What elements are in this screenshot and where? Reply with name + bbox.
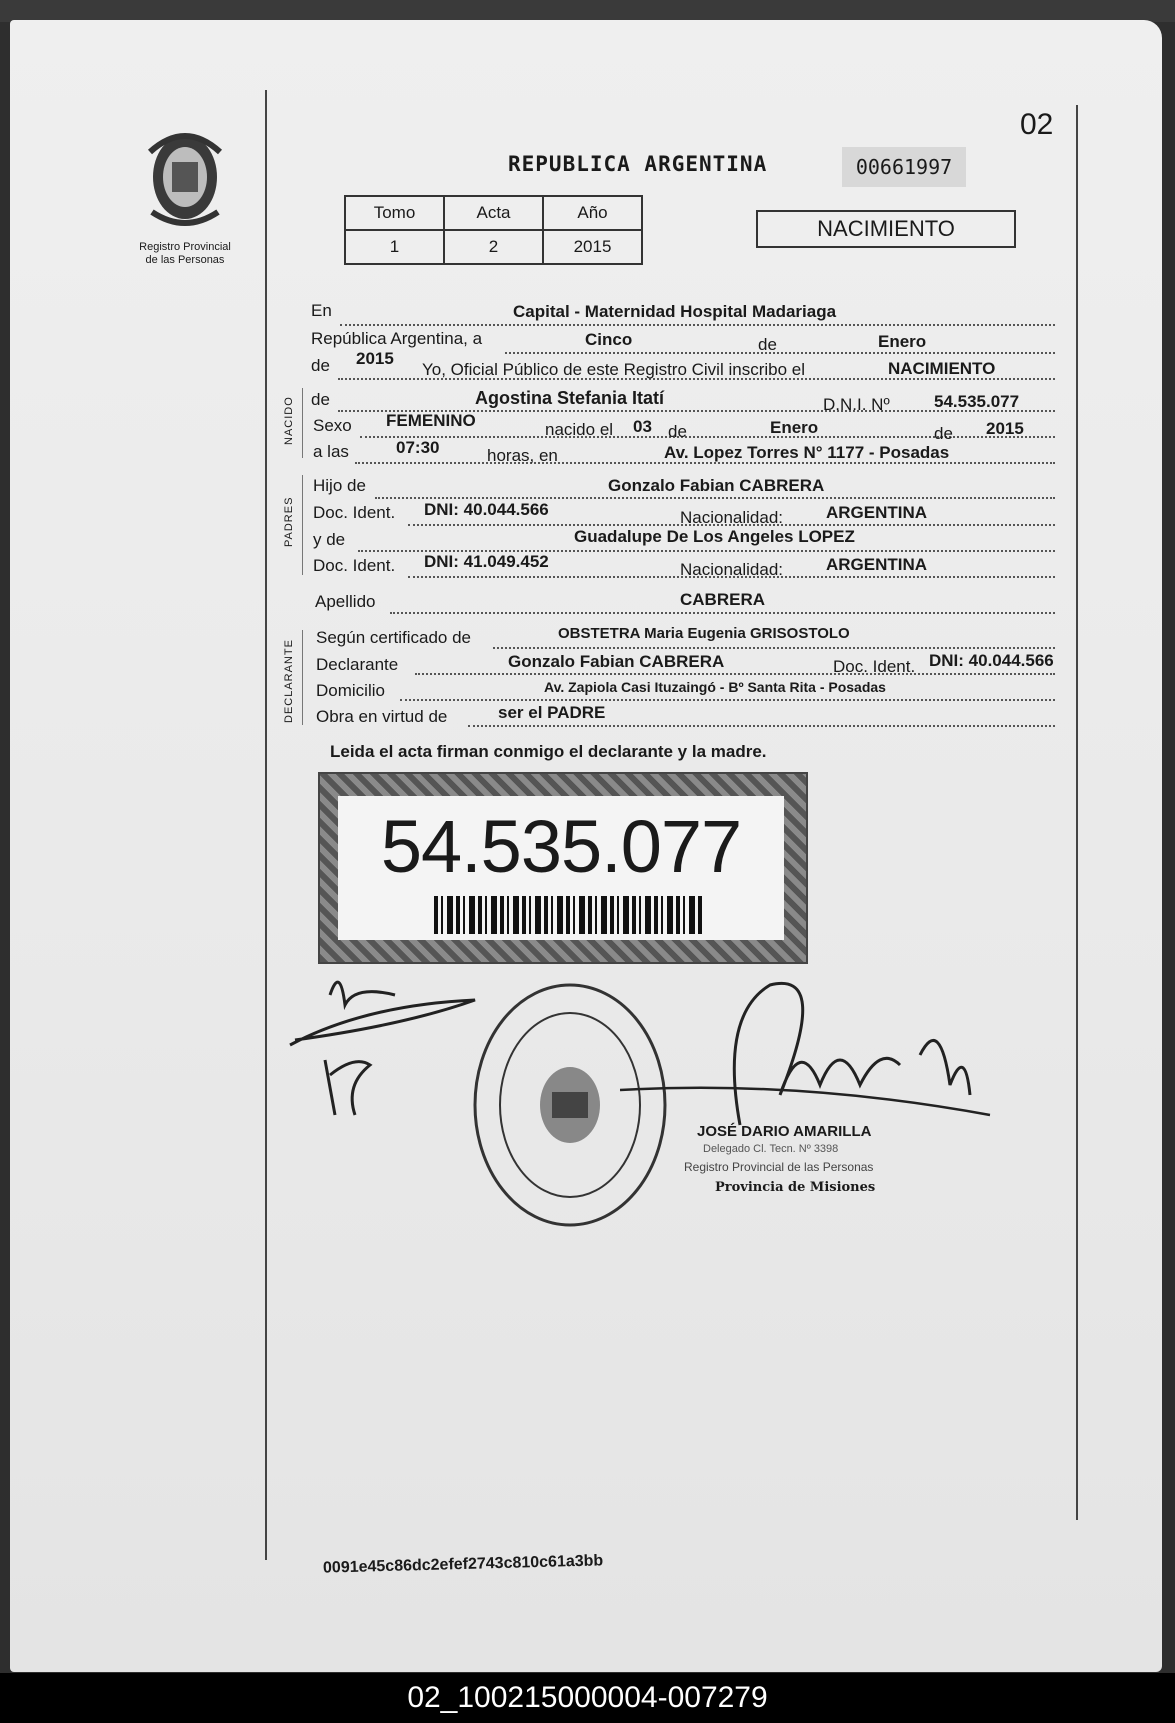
field-dni: 54.535.077	[934, 392, 1020, 411]
label-de: de	[311, 356, 330, 375]
label-declarante: Declarante	[316, 655, 399, 674]
field-madre-doc: DNI: 41.049.452	[424, 552, 549, 571]
field-domicilio: Av. Zapiola Casi Ituzaingó - Bº Santa Rita - Posadas	[544, 679, 886, 695]
registry-name: Registro Provincial de las Personas	[139, 241, 231, 266]
side-label-nacido: NACIDO	[283, 396, 295, 445]
barcode-icon	[434, 896, 704, 934]
dotted-line	[340, 324, 1055, 326]
label-doc-ident: Doc. Ident.	[313, 503, 396, 522]
label-en: En	[311, 301, 332, 320]
label-nacionalidad: Nacionalidad:	[680, 508, 784, 527]
page-number: 02	[1020, 108, 1054, 141]
label-sexo: Sexo	[313, 416, 352, 435]
serial-number: 00661997	[842, 147, 966, 187]
tomo-acta-table	[344, 195, 643, 265]
field-padre-nac: ARGENTINA	[826, 503, 928, 522]
label-nacido-el: nacido el	[545, 420, 614, 439]
footer-filename: 02_100215000004-007279	[0, 1673, 1175, 1723]
label-de: de	[668, 422, 687, 441]
official-signature-icon	[620, 975, 1000, 1145]
official-province: Provincia de Misiones	[715, 1180, 876, 1195]
label-de: de	[758, 335, 777, 354]
closing-statement: Leida el acta firman conmigo el declarante y la madre.	[330, 742, 767, 761]
side-label-padres: PADRES	[283, 496, 295, 547]
label-segun: Según certificado de	[316, 628, 471, 647]
side-label-declarante: DECLARANTE	[283, 639, 295, 723]
field-nac-anio: 2015	[986, 419, 1024, 438]
label-hijo-de: Hijo de	[313, 476, 366, 495]
field-hora: 07:30	[396, 438, 440, 457]
field-nac-dia: 03	[633, 417, 652, 436]
official-name: JOSÉ DARIO AMARILLA	[697, 1123, 872, 1140]
field-lugar: Capital - Maternidad Hospital Madariaga	[513, 302, 837, 321]
field-declarante-doc: DNI: 40.044.566	[929, 651, 1054, 670]
label-y-de: y de	[313, 530, 346, 549]
province-logo	[135, 122, 235, 267]
label-dni: D.N.I. Nº	[823, 395, 890, 414]
field-dia: Cinco	[585, 330, 633, 349]
field-sexo: FEMENINO	[386, 411, 476, 430]
dotted-line	[493, 647, 1055, 649]
document-hash: 0091e45c86dc2efef2743c810c61a3bb	[322, 1552, 604, 1577]
top-edge	[0, 0, 1175, 22]
field-padre-doc: DNI: 40.044.566	[424, 500, 549, 519]
label-yo: Yo, Oficial Público de este Registro Civil inscribo el	[422, 360, 805, 379]
dotted-line	[375, 497, 1055, 499]
field-acto: NACIMIENTO	[888, 359, 996, 378]
dotted-line	[468, 725, 1055, 727]
anio-value: 2015	[543, 230, 642, 264]
dotted-line	[400, 699, 1055, 701]
label-doc-ident: Doc. Ident.	[833, 657, 916, 676]
acta-value: 2	[444, 230, 543, 264]
dni-sticker	[318, 772, 808, 964]
field-padre: Gonzalo Fabian CABRERA	[608, 476, 825, 495]
declarant-signature-icon	[285, 965, 495, 1125]
dni-sticker-number: 54.535.077	[380, 805, 742, 888]
label-de: de	[311, 390, 330, 409]
field-anio: 2015	[356, 349, 394, 368]
section-divider	[302, 388, 303, 458]
section-divider	[302, 630, 303, 725]
label-apellido: Apellido	[315, 592, 376, 611]
field-madre-nac: ARGENTINA	[826, 555, 928, 574]
dotted-line	[415, 673, 1055, 675]
section-divider	[302, 475, 303, 575]
label-nacionalidad: Nacionalidad:	[680, 560, 784, 579]
tomo-header: Tomo	[345, 196, 444, 230]
dotted-line	[390, 612, 1055, 614]
right-margin-line	[1076, 105, 1078, 1520]
label-republica: República Argentina, a	[311, 329, 483, 348]
tomo-value: 1	[345, 230, 444, 264]
field-apellido: CABRERA	[680, 590, 765, 609]
field-certificado: OBSTETRA Maria Eugenia GRISOSTOLO	[558, 625, 850, 642]
label-de: de	[934, 424, 953, 443]
field-nombre: Agostina Stefania Itatí	[475, 388, 665, 408]
label-doc-ident: Doc. Ident.	[313, 556, 396, 575]
left-margin-line	[265, 90, 267, 1560]
field-lugar-nac: Av. Lopez Torres N° 1177 - Posadas	[664, 443, 950, 462]
acta-header: Acta	[444, 196, 543, 230]
anio-header: Año	[543, 196, 642, 230]
field-obra: ser el PADRE	[498, 703, 606, 722]
label-horas-en: horas, en	[487, 446, 558, 465]
field-declarante: Gonzalo Fabian CABRERA	[508, 652, 725, 671]
field-nac-mes: Enero	[770, 418, 819, 437]
field-mes: Enero	[878, 332, 927, 351]
dni-sticker-inner	[338, 796, 784, 940]
acta-type-box: NACIMIENTO	[756, 210, 1016, 248]
dotted-line	[505, 352, 1055, 354]
official-role: Delegado Cl. Tecn. Nº 3398	[703, 1143, 839, 1155]
label-obra: Obra en virtud de	[316, 707, 448, 726]
field-madre: Guadalupe De Los Angeles LOPEZ	[574, 527, 855, 546]
country-title: REPUBLICA ARGENTINA	[508, 152, 768, 176]
label-a-las: a las	[313, 442, 349, 461]
official-registry: Registro Provincial de las Personas	[684, 1160, 874, 1174]
label-domicilio: Domicilio	[316, 681, 385, 700]
misiones-coat-of-arms-icon	[140, 122, 230, 232]
